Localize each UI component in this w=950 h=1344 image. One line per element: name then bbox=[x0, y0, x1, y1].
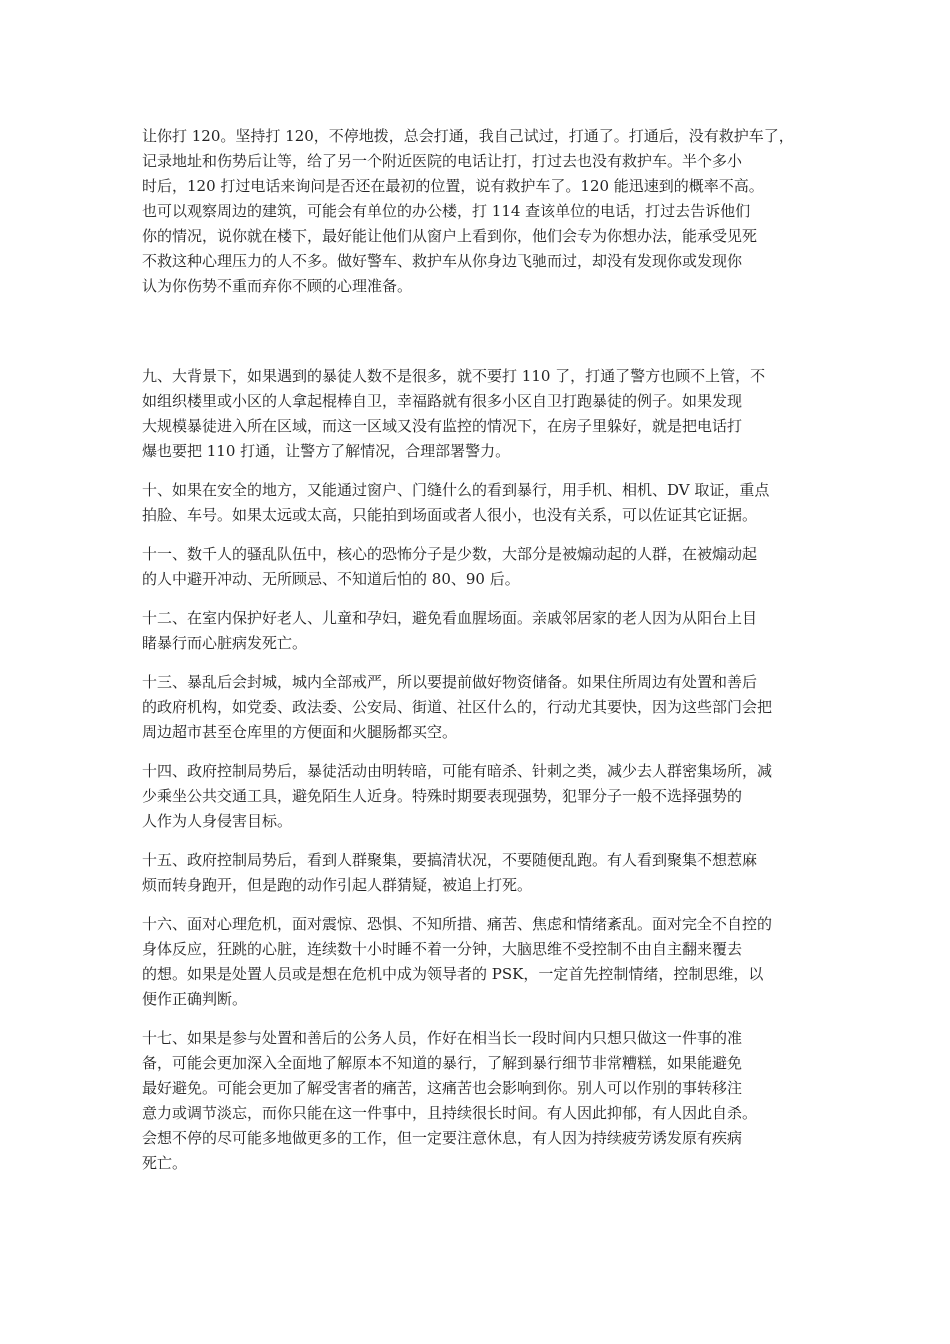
paragraph-12: 十二、在室内保护好老人、儿童和孕妇，避免看血腥场面。亲戚邻居家的老人因为从阳台上目 睹暴行而心脏病发死亡。 bbox=[142, 609, 758, 652]
paragraph-ambulance: 让你打 120。坚持打 120，不停地拨，总会打通，我自己试过，打通了。打通后，没有救护车了， 记录地址和伤势后让等，给了另一个附近医院的电话让打，打过去也没有救护车。半个多小 时后，120 打过电话来询问是否还在最初的位置，说有救护车了。120 能迅速到的概率不高。 也可以观察周边的建筑，可能会有单位的办公楼，打 114 查该单位的电话，打过去告诉他们 你的情况，说你就在楼下，最好能让他们从窗户上看到你，他们会专为你想办法，能承受见死 不救这种心理压力的人不多。做好警车、救护车从你身边飞驰而过，却没有发现你或发现你 认为你伤势不重而弃你不顾的心理准备。 bbox=[142, 127, 794, 295]
paragraph-11: 十一、数千人的骚乱队伍中，核心的恐怖分子是少数，大部分是被煽动起的人群，在被煽动起 的人中避开冲动、无所顾忌、不知道后怕的 80、90 后。 bbox=[142, 545, 758, 588]
paragraph-16: 十六、面对心理危机，面对震惊、恐惧、不知所措、痛苦、焦虑和情绪紊乱。面对完全不自控的 身体反应，狂跳的心脏，连续数十小时睡不着一分钟，大脑思维不受控制不由自主翻来覆去 的想。如果是处置人员或是想在危机中成为领导者的 PSK，一定首先控制情绪，控制思维，以 便作正确判断。 bbox=[142, 915, 773, 1008]
paragraph-14: 十四、政府控制局势后，暴徒活动由明转暗，可能有暗杀、针刺之类，减少去人群密集场所，减 少乘坐公共交通工具，避免陌生人近身。特殊时期要表现强势，犯罪分子一般不选择强势的 人作为人身侵害目标。 bbox=[142, 762, 773, 830]
paragraph-17: 十七、如果是参与处置和善后的公务人员，作好在相当长一段时间内只想只做这一件事的准 备，可能会更加深入全面地了解原本不知道的暴行，了解到暴行细节非常糟糕，如果能避免 最好避免。可能会更加了解受害者的痛苦，这痛苦也会影响到你。别人可以作别的事转移注 意力或调节淡忘，而你只能在这一件事中，且持续很长时间。有人因此抑郁，有人因此自杀。 会想不停的尽可能多地做更多的工作，但一定要注意休息，有人因为持续疲劳诱发原有疾病 死亡。 bbox=[142, 1029, 758, 1172]
paragraph-13: 十三、暴乱后会封城，城内全部戒严，所以要提前做好物资储备。如果住所周边有处置和善后 的政府机构，如党委、政法委、公安局、街道、社区什么的，行动尤其要快，因为这些部门会把 周边超市甚至仓库里的方便面和火腿肠都买空。 bbox=[142, 673, 773, 741]
paragraph-9: 九、大背景下，如果遇到的暴徒人数不是很多，就不要打 110 了，打通了警方也顾不上管，不 如组织楼里或小区的人拿起棍棒自卫，幸福路就有很多小区自卫打跑暴徒的例子。如果发现 大规模暴徒进入所在区域，而这一区域又没有监控的情况下，在房子里躲好，就是把电话打 爆也要把 110 打通，让警方了解情况，合理部署警力。 bbox=[142, 367, 766, 460]
paragraph-15: 十五、政府控制局势后，看到人群聚集，要搞清状况，不要随便乱跑。有人看到聚集不想惹麻 烦而转身跑开，但是跑的动作引起人群猜疑，被追上打死。 bbox=[142, 851, 758, 894]
paragraph-10: 十、如果在安全的地方，又能通过窗户、门缝什么的看到暴行，用手机、相机、DV 取证，重点 拍脸、车号。如果太远或太高，只能拍到场面或者人很小，也没有关系，可以佐证其它证据。 bbox=[142, 481, 770, 524]
document-body bbox=[142, 124, 808, 1176]
